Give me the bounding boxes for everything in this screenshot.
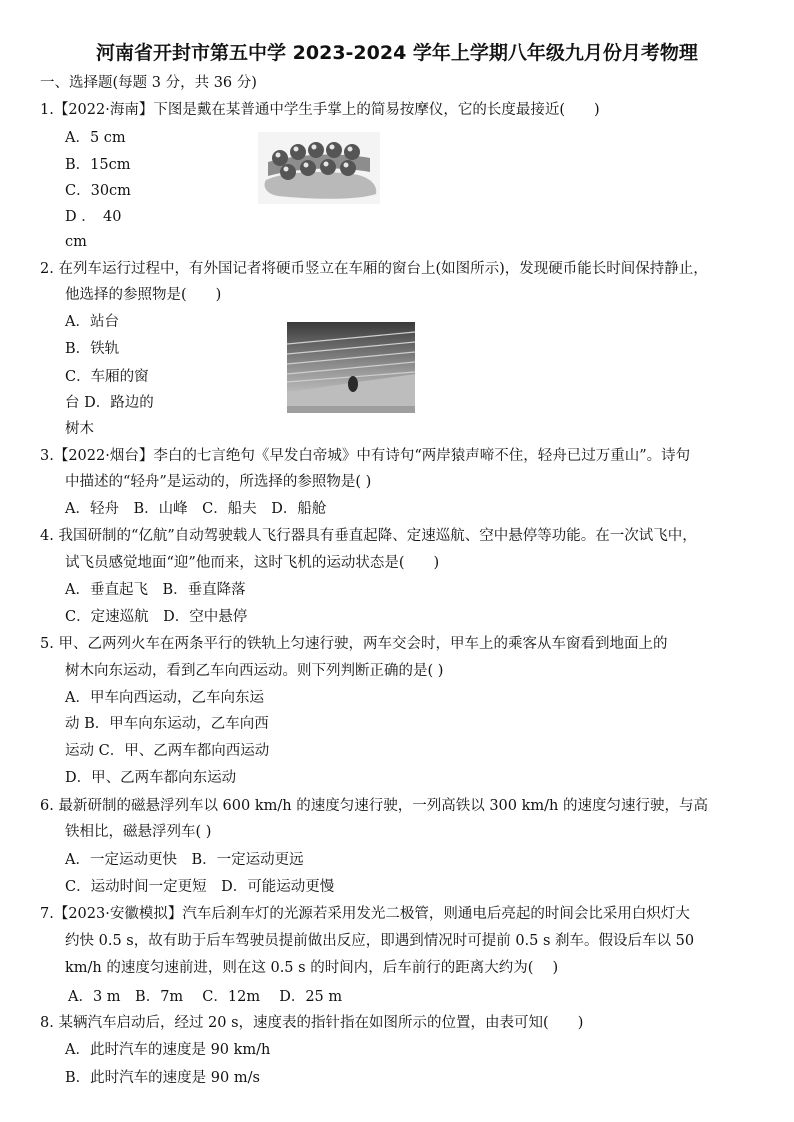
q8-stem: 8. 某辆汽车启动后，经过 20 s，速度表的指针指在如图所示的位置，由表可知( ) (40, 1015, 584, 1031)
q8-option-b: B．此时汽车的速度是 90 m/s (65, 1070, 260, 1086)
q2-option-b: B．铁轨 (65, 341, 120, 357)
q4-options-ab: A．垂直起飞 B．垂直降落 (65, 582, 246, 598)
q1-stem: 1.【2022·海南】下图是戴在某普通中学生手掌上的简易按摩仪，它的长度最接近( ) (40, 102, 600, 118)
q5-stem-line2: 树木向东运动，看到乙车向西运动。则下列判断正确的是( ) (65, 663, 444, 679)
q5-stem-line1: 5. 甲、乙两列火车在两条平行的铁轨上匀速行驶，两车交会时，甲车上的乘客从车窗看到地面上的 (40, 636, 668, 652)
q7-stem-line3: km/h 的速度匀速前进，则在这 0.5 s 的时间内，后车前行的距离大约为( ) (65, 960, 559, 976)
q4-stem-line1: 4. 我国研制的“亿航”自动驾驶载人飞行器具有垂直起降、定速巡航、空中悬停等功能。在一次试飞中， (40, 528, 697, 544)
q1-option-a: A．5 cm (65, 130, 126, 146)
q2-stem-line1: 2. 在列车运行过程中，有外国记者将硬币竖立在车厢的窗台上(如图所示)，发现硬币能长时间保持静止， (40, 261, 708, 277)
section-heading: 一、选择题(每题 3 分，共 36 分) (40, 75, 257, 91)
q2-option-a: A．站台 (65, 314, 119, 330)
q2-option-d: 台 D．路边的 (65, 395, 154, 411)
q6-options-cd: C．运动时间一定更短 D．可能运动更慢 (65, 879, 335, 895)
q3-stem-line2: 中描述的“轻舟”是运动的，所选择的参照物是( ) (65, 474, 372, 490)
massager-hand-image (258, 132, 380, 204)
q6-stem-line1: 6. 最新研制的磁悬浮列车以 600 km/h 的速度匀速行驶，一列高铁以 300 km/h 的速度匀速行驶，与高 (40, 798, 708, 814)
q5-option-line1: A．甲车向西运动，乙车向东运 (65, 690, 264, 706)
q7-options: A．3 m B．7m C．12m D．25 m (68, 989, 343, 1005)
coin-on-windowsill-image (287, 322, 415, 413)
q5-option-line4: D．甲、乙两车都向东运动 (65, 770, 237, 786)
q3-stem-line1: 3.【2022·烟台】李白的七言绝句《早发白帝城》中有诗句“两岸猿声啼不住，轻舟已过万重山”。诗句 (40, 448, 691, 464)
q5-option-line3: 运动 C．甲、乙两车都向西运动 (65, 743, 270, 759)
q4-options-cd: C．定速巡航 D．空中悬停 (65, 609, 248, 625)
q2-option-c: C．车厢的窗 (65, 369, 149, 385)
q3-options: A．轻舟 B．山峰 C．船夫 D．船舱 (65, 501, 327, 517)
q1-option-c: C．30cm (65, 183, 131, 199)
q2-option-d-cont: 树木 (65, 421, 94, 437)
q1-option-b: B．15cm (65, 157, 131, 173)
q7-stem-line2: 约快 0.5 s，故有助于后车驾驶员提前做出反应，即遇到情况时可提前 0.5 s 刹车。假设后车以 50 (65, 933, 695, 949)
q4-stem-line2: 试飞员感觉地面“迎”他而来，这时飞机的运动状态是( ) (65, 555, 440, 571)
q7-stem-line1: 7.【2023·安徽模拟】汽车后刹车灯的光源若采用发光二极管，则通电后亮起的时间会比采用白炽灯大 (40, 906, 690, 922)
q5-option-line2: 动 B．甲车向东运动，乙车向西 (65, 716, 269, 732)
q6-stem-line2: 铁相比，磁悬浮列车( ) (65, 824, 212, 840)
q1-option-d: D ． 40 (65, 209, 122, 225)
q2-stem-line2: 他选择的参照物是( ) (65, 287, 222, 303)
page-title: 河南省开封市第五中学 2023-2024 学年上学期八年级九月份月考物理 (96, 42, 698, 64)
q6-options-ab: A．一定运动更快 B．一定运动更远 (65, 852, 304, 868)
q1-option-d-unit: cm (65, 234, 87, 250)
q8-option-a: A．此时汽车的速度是 90 km/h (65, 1042, 271, 1058)
